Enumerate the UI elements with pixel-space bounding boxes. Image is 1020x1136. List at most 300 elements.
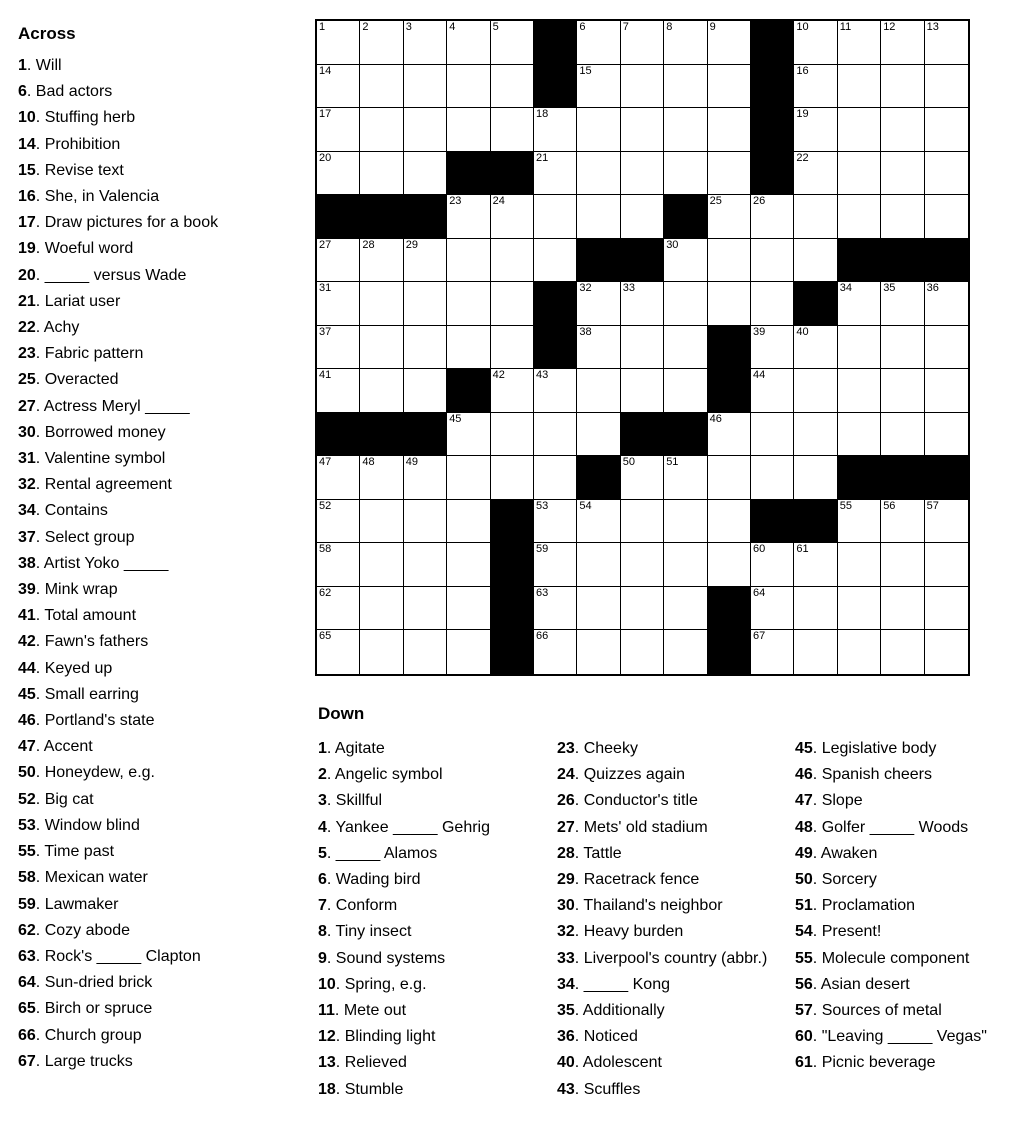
down-clue: 29. Racetrack fence xyxy=(557,871,700,889)
across-clue: 52. Big cat xyxy=(18,790,94,808)
grid-cell[interactable] xyxy=(534,413,577,457)
grid-cell[interactable] xyxy=(794,65,837,109)
grid-cell[interactable] xyxy=(447,239,490,283)
grid-cell-black xyxy=(491,500,534,544)
across-clue: 39. Mink wrap xyxy=(18,581,118,599)
grid-cell[interactable] xyxy=(577,630,620,674)
grid-cell-black xyxy=(664,195,707,239)
grid-cell[interactable] xyxy=(317,65,360,109)
grid-cell[interactable] xyxy=(577,108,620,152)
grid-cell[interactable] xyxy=(751,543,794,587)
grid-cell[interactable] xyxy=(404,326,447,370)
across-clue: 30. Borrowed money xyxy=(18,423,166,441)
grid-cell[interactable] xyxy=(664,21,707,65)
cell-number: 55 xyxy=(839,499,853,512)
across-clues-panel xyxy=(18,24,312,1075)
across-clue: 55. Time past xyxy=(18,843,115,861)
grid-cell[interactable] xyxy=(447,326,490,370)
grid-cell[interactable] xyxy=(838,369,881,413)
across-clue: 20. _____ versus Wade xyxy=(18,266,187,284)
grid-cell[interactable] xyxy=(838,152,881,196)
grid-cell[interactable] xyxy=(664,152,707,196)
down-clue: 12. Blinding light xyxy=(318,1028,436,1046)
grid-cell[interactable] xyxy=(881,500,924,544)
grid-cell[interactable] xyxy=(577,500,620,544)
grid-cell[interactable] xyxy=(317,543,360,587)
grid-cell[interactable] xyxy=(881,630,924,674)
grid-cell[interactable] xyxy=(534,500,577,544)
down-clue: 49. Awaken xyxy=(795,844,878,862)
grid-cell[interactable] xyxy=(751,413,794,457)
grid-cell[interactable] xyxy=(838,630,881,674)
grid-cell-black xyxy=(534,65,577,109)
grid-cell[interactable] xyxy=(664,239,707,283)
grid-cell[interactable] xyxy=(708,108,751,152)
grid-cell[interactable] xyxy=(621,195,664,239)
grid-cell[interactable] xyxy=(925,369,968,413)
grid-cell[interactable] xyxy=(621,500,664,544)
grid-cell[interactable] xyxy=(794,587,837,631)
grid-cell[interactable] xyxy=(838,195,881,239)
down-clue: 54. Present! xyxy=(795,923,882,941)
across-clue: 37. Select group xyxy=(18,528,135,546)
grid-cell[interactable] xyxy=(881,369,924,413)
grid-cell[interactable] xyxy=(621,369,664,413)
grid-cell[interactable] xyxy=(794,108,837,152)
down-clue: 34. _____ Kong xyxy=(557,975,670,993)
grid-cell-black xyxy=(708,587,751,631)
cell-number: 49 xyxy=(405,456,419,469)
down-clue-column-3 xyxy=(795,736,1020,1077)
across-clue: 22. Achy xyxy=(18,319,80,337)
grid-cell-black xyxy=(751,108,794,152)
across-clue: 46. Portland's state xyxy=(18,712,155,730)
grid-cell[interactable] xyxy=(491,369,534,413)
grid-cell[interactable] xyxy=(708,282,751,326)
grid-cell[interactable] xyxy=(664,456,707,500)
grid-cell[interactable] xyxy=(534,630,577,674)
grid-cell[interactable] xyxy=(534,456,577,500)
grid-cell[interactable] xyxy=(317,239,360,283)
grid-cell[interactable] xyxy=(534,108,577,152)
grid-cell[interactable] xyxy=(447,630,490,674)
grid-cell[interactable] xyxy=(577,543,620,587)
grid-cell-black xyxy=(794,282,837,326)
grid-cell-black xyxy=(794,500,837,544)
grid-cell[interactable] xyxy=(317,369,360,413)
down-clue: 6. Wading bird xyxy=(318,871,421,889)
cell-number: 50 xyxy=(622,456,636,469)
grid-cell[interactable] xyxy=(491,413,534,457)
grid-cell[interactable] xyxy=(925,587,968,631)
grid-cell[interactable] xyxy=(447,456,490,500)
grid-cell-black xyxy=(838,456,881,500)
down-clue-column-1 xyxy=(318,736,540,1103)
grid-cell[interactable] xyxy=(360,152,403,196)
cell-number: 27 xyxy=(319,238,332,251)
grid-cell[interactable] xyxy=(664,326,707,370)
down-clue: 45. Legislative body xyxy=(795,740,937,757)
down-clue: 56. Asian desert xyxy=(795,975,910,993)
cell-number: 30 xyxy=(666,238,679,251)
grid-cell[interactable] xyxy=(577,326,620,370)
grid-cell[interactable] xyxy=(534,587,577,631)
grid-cell[interactable] xyxy=(447,500,490,544)
grid-cell[interactable] xyxy=(881,543,924,587)
down-clue: 18. Stumble xyxy=(318,1080,404,1098)
grid-cell-black xyxy=(925,239,968,283)
grid-cell[interactable] xyxy=(838,282,881,326)
grid-cell-black xyxy=(621,413,664,457)
grid-cell[interactable] xyxy=(491,282,534,326)
grid-cell[interactable] xyxy=(664,369,707,413)
grid-cell-black xyxy=(534,282,577,326)
grid-cell[interactable] xyxy=(404,108,447,152)
grid-cell[interactable] xyxy=(881,587,924,631)
cell-number: 14 xyxy=(319,64,332,77)
grid-cell[interactable] xyxy=(360,456,403,500)
grid-cell[interactable] xyxy=(317,108,360,152)
down-clue: 61. Picnic beverage xyxy=(795,1054,936,1072)
cell-number: 20 xyxy=(319,151,332,164)
cell-number: 41 xyxy=(319,369,332,382)
cell-number: 32 xyxy=(579,282,592,295)
cell-number: 45 xyxy=(449,412,462,425)
grid-cell[interactable] xyxy=(577,369,620,413)
grid-cell[interactable] xyxy=(838,65,881,109)
grid-cell[interactable] xyxy=(577,413,620,457)
grid-cell-black xyxy=(751,21,794,65)
grid-cell[interactable] xyxy=(360,65,403,109)
grid-cell-black xyxy=(491,587,534,631)
grid-cell[interactable] xyxy=(360,21,403,65)
grid-cell[interactable] xyxy=(621,282,664,326)
grid-cell[interactable] xyxy=(838,543,881,587)
cell-number: 18 xyxy=(536,108,549,121)
grid-cell[interactable] xyxy=(664,630,707,674)
cell-number: 26 xyxy=(753,195,766,208)
down-clue: 11. Mete out xyxy=(318,1002,407,1020)
down-clue: 60. "Leaving _____ Vegas" xyxy=(795,1028,987,1046)
grid-cell[interactable] xyxy=(317,152,360,196)
grid-cell[interactable] xyxy=(751,326,794,370)
grid-cell[interactable] xyxy=(447,587,490,631)
grid-cell[interactable] xyxy=(577,587,620,631)
grid-cell[interactable] xyxy=(925,413,968,457)
grid-cell-black xyxy=(534,326,577,370)
grid-cell[interactable] xyxy=(881,282,924,326)
grid-cell[interactable] xyxy=(621,65,664,109)
cell-number: 62 xyxy=(319,586,332,599)
cell-number: 29 xyxy=(405,238,419,251)
cell-number: 1 xyxy=(319,21,326,33)
grid-cell[interactable] xyxy=(447,65,490,109)
grid-cell[interactable] xyxy=(317,21,360,65)
grid-cell[interactable] xyxy=(447,543,490,587)
grid-cell-black xyxy=(708,630,751,674)
cell-number: 8 xyxy=(666,21,673,33)
down-clue: 24. Quizzes again xyxy=(557,766,686,784)
grid-cell[interactable] xyxy=(491,326,534,370)
cell-number: 57 xyxy=(926,499,939,512)
grid-cell[interactable] xyxy=(925,108,968,152)
grid-cell[interactable] xyxy=(751,282,794,326)
grid-cell[interactable] xyxy=(881,108,924,152)
across-clue: 25. Overacted xyxy=(18,371,119,389)
grid-cell[interactable] xyxy=(577,21,620,65)
grid-cell[interactable] xyxy=(491,65,534,109)
grid-cell[interactable] xyxy=(404,543,447,587)
grid-cell[interactable] xyxy=(404,369,447,413)
across-clue: 15. Revise text xyxy=(18,161,124,179)
grid-cell[interactable] xyxy=(925,630,968,674)
grid-cell[interactable] xyxy=(404,630,447,674)
grid-cell[interactable] xyxy=(838,500,881,544)
grid-cell[interactable] xyxy=(404,500,447,544)
grid-cell[interactable] xyxy=(491,21,534,65)
grid-cell[interactable] xyxy=(621,21,664,65)
cell-number: 42 xyxy=(492,369,505,382)
grid-cell[interactable] xyxy=(360,543,403,587)
grid-cell[interactable] xyxy=(708,413,751,457)
across-clue: 63. Rock's _____ Clapton xyxy=(18,947,201,965)
grid-cell[interactable] xyxy=(317,500,360,544)
grid-cell[interactable] xyxy=(360,239,403,283)
grid-cell[interactable] xyxy=(708,543,751,587)
across-clue-list xyxy=(18,53,312,1075)
grid-cell[interactable] xyxy=(664,108,707,152)
grid-cell[interactable] xyxy=(925,500,968,544)
grid-cell[interactable] xyxy=(360,587,403,631)
grid-cell[interactable] xyxy=(708,239,751,283)
grid-cell[interactable] xyxy=(751,239,794,283)
grid-cell[interactable] xyxy=(794,21,837,65)
cell-number: 12 xyxy=(883,21,896,33)
grid-cell[interactable] xyxy=(447,413,490,457)
grid-cell[interactable] xyxy=(925,195,968,239)
cell-number: 22 xyxy=(796,151,809,164)
down-clue: 10. Spring, e.g. xyxy=(318,975,427,993)
down-clue: 30. Thailand's neighbor xyxy=(557,897,723,915)
grid-cell[interactable] xyxy=(534,543,577,587)
grid-cell[interactable] xyxy=(491,456,534,500)
grid-cell[interactable] xyxy=(577,152,620,196)
cell-number: 35 xyxy=(883,282,896,295)
grid-cell-black xyxy=(838,239,881,283)
grid-cell[interactable] xyxy=(664,282,707,326)
grid-cell[interactable] xyxy=(621,326,664,370)
grid-cell[interactable] xyxy=(491,195,534,239)
grid-cell[interactable] xyxy=(404,65,447,109)
grid-cell[interactable] xyxy=(621,630,664,674)
grid-cell[interactable] xyxy=(925,65,968,109)
grid-cell[interactable] xyxy=(621,543,664,587)
grid-cell[interactable] xyxy=(577,195,620,239)
grid-cell[interactable] xyxy=(360,282,403,326)
grid-cell[interactable] xyxy=(794,369,837,413)
down-clue: 13. Relieved xyxy=(318,1054,407,1072)
grid-cell[interactable] xyxy=(404,21,447,65)
across-clue: 59. Lawmaker xyxy=(18,895,119,913)
grid-cell[interactable] xyxy=(534,369,577,413)
grid-cell-black xyxy=(317,413,360,457)
grid-cell[interactable] xyxy=(404,152,447,196)
across-clue: 44. Keyed up xyxy=(18,659,113,677)
grid-cell[interactable] xyxy=(751,195,794,239)
cell-number: 58 xyxy=(319,543,332,556)
grid-cell[interactable] xyxy=(534,152,577,196)
cell-number: 66 xyxy=(536,630,549,643)
cell-number: 16 xyxy=(796,64,809,77)
down-clues-panel xyxy=(318,704,364,733)
grid-cell[interactable] xyxy=(664,587,707,631)
across-clue: 34. Contains xyxy=(18,502,108,520)
grid-cell-black xyxy=(447,152,490,196)
grid-cell[interactable] xyxy=(447,282,490,326)
grid-cell[interactable] xyxy=(925,152,968,196)
grid-cell[interactable] xyxy=(404,587,447,631)
grid-cell[interactable] xyxy=(664,500,707,544)
grid-cell[interactable] xyxy=(621,152,664,196)
across-clue: 64. Sun-dried brick xyxy=(18,974,153,992)
grid-cell[interactable] xyxy=(447,21,490,65)
down-clue: 2. Angelic symbol xyxy=(318,766,443,784)
grid-cell-black xyxy=(708,326,751,370)
grid-cell[interactable] xyxy=(491,108,534,152)
grid-cell[interactable] xyxy=(838,413,881,457)
grid-cell[interactable] xyxy=(838,21,881,65)
grid-cell[interactable] xyxy=(751,369,794,413)
grid-cell[interactable] xyxy=(708,500,751,544)
cell-number: 33 xyxy=(622,282,636,295)
grid-cell[interactable] xyxy=(794,239,837,283)
grid-cell[interactable] xyxy=(925,282,968,326)
cell-number: 21 xyxy=(536,151,549,164)
grid-cell[interactable] xyxy=(794,630,837,674)
down-clue: 3. Skillful xyxy=(318,792,383,810)
grid-cell[interactable] xyxy=(708,456,751,500)
grid-cell[interactable] xyxy=(794,543,837,587)
grid-cell[interactable] xyxy=(360,369,403,413)
grid-cell[interactable] xyxy=(794,413,837,457)
grid-cell[interactable] xyxy=(794,456,837,500)
down-clue: 7. Conform xyxy=(318,897,398,915)
grid-cell[interactable] xyxy=(838,587,881,631)
grid-cell[interactable] xyxy=(838,108,881,152)
grid-cell[interactable] xyxy=(925,326,968,370)
cell-number: 59 xyxy=(536,543,549,556)
down-clue: 48. Golfer _____ Woods xyxy=(795,818,969,836)
grid-cell[interactable] xyxy=(664,543,707,587)
grid-cell[interactable] xyxy=(838,326,881,370)
grid-cell[interactable] xyxy=(317,282,360,326)
cell-number: 17 xyxy=(319,108,332,121)
grid-cell[interactable] xyxy=(794,195,837,239)
down-clue: 51. Proclamation xyxy=(795,897,916,915)
down-clue: 47. Slope xyxy=(795,792,863,810)
across-clue: 38. Artist Yoko _____ xyxy=(18,554,169,572)
across-clue: 21. Lariat user xyxy=(18,292,121,310)
down-heading: Down xyxy=(318,704,365,723)
grid-cell[interactable] xyxy=(317,630,360,674)
cell-number: 51 xyxy=(666,456,679,469)
grid-cell[interactable] xyxy=(360,108,403,152)
grid-cell[interactable] xyxy=(621,456,664,500)
cell-number: 37 xyxy=(319,325,332,338)
grid-cell[interactable] xyxy=(577,282,620,326)
grid-cell[interactable] xyxy=(881,21,924,65)
down-clue: 57. Sources of metal xyxy=(795,1002,942,1020)
grid-cell[interactable] xyxy=(794,326,837,370)
grid-cell-black xyxy=(404,413,447,457)
grid-cell[interactable] xyxy=(621,108,664,152)
grid-cell[interactable] xyxy=(447,195,490,239)
grid-cell[interactable] xyxy=(664,65,707,109)
down-clue: 40. Adolescent xyxy=(557,1054,662,1072)
grid-cell-black xyxy=(621,239,664,283)
cell-number: 43 xyxy=(536,369,549,382)
grid-cell[interactable] xyxy=(881,413,924,457)
grid-cell[interactable] xyxy=(404,282,447,326)
across-clue: 27. Actress Meryl _____ xyxy=(18,397,190,415)
cell-number: 44 xyxy=(753,369,766,382)
down-clue: 8. Tiny insect xyxy=(318,923,412,941)
grid-cell[interactable] xyxy=(447,108,490,152)
down-clue: 4. Yankee _____ Gehrig xyxy=(318,818,490,836)
grid-cell-black xyxy=(881,239,924,283)
down-clue: 55. Molecule component xyxy=(795,949,970,967)
cell-number: 28 xyxy=(362,238,375,251)
grid-cell[interactable] xyxy=(404,456,447,500)
across-clue: 14. Prohibition xyxy=(18,135,121,153)
grid-cell[interactable] xyxy=(794,152,837,196)
grid-cell[interactable] xyxy=(360,326,403,370)
grid-cell-black xyxy=(360,195,403,239)
grid-cell[interactable] xyxy=(491,239,534,283)
grid-cell[interactable] xyxy=(708,152,751,196)
grid-cell[interactable] xyxy=(708,195,751,239)
grid-cell[interactable] xyxy=(404,239,447,283)
cell-number: 54 xyxy=(579,499,592,512)
grid-cell[interactable] xyxy=(881,152,924,196)
grid-cell[interactable] xyxy=(360,500,403,544)
grid-cell[interactable] xyxy=(751,456,794,500)
cell-number: 52 xyxy=(319,499,332,512)
grid-cell[interactable] xyxy=(925,543,968,587)
grid-cell[interactable] xyxy=(751,587,794,631)
grid-cell[interactable] xyxy=(925,21,968,65)
grid-cell[interactable] xyxy=(360,630,403,674)
grid-cell[interactable] xyxy=(621,587,664,631)
grid-cell[interactable] xyxy=(534,239,577,283)
grid-cell[interactable] xyxy=(534,195,577,239)
grid-cell[interactable] xyxy=(577,65,620,109)
across-clue: 19. Woeful word xyxy=(18,240,134,258)
grid-cell[interactable] xyxy=(708,65,751,109)
grid-cell[interactable] xyxy=(881,326,924,370)
grid-cell[interactable] xyxy=(881,65,924,109)
grid-cell[interactable] xyxy=(317,587,360,631)
grid-cell[interactable] xyxy=(881,195,924,239)
cell-number: 48 xyxy=(362,456,375,469)
grid-cell[interactable] xyxy=(317,456,360,500)
grid-cell[interactable] xyxy=(708,21,751,65)
grid-cell[interactable] xyxy=(751,630,794,674)
grid-cell[interactable] xyxy=(317,326,360,370)
down-clue: 43. Scuffles xyxy=(557,1080,641,1098)
crossword-grid xyxy=(315,19,970,676)
down-clue: 26. Conductor's title xyxy=(557,792,698,810)
